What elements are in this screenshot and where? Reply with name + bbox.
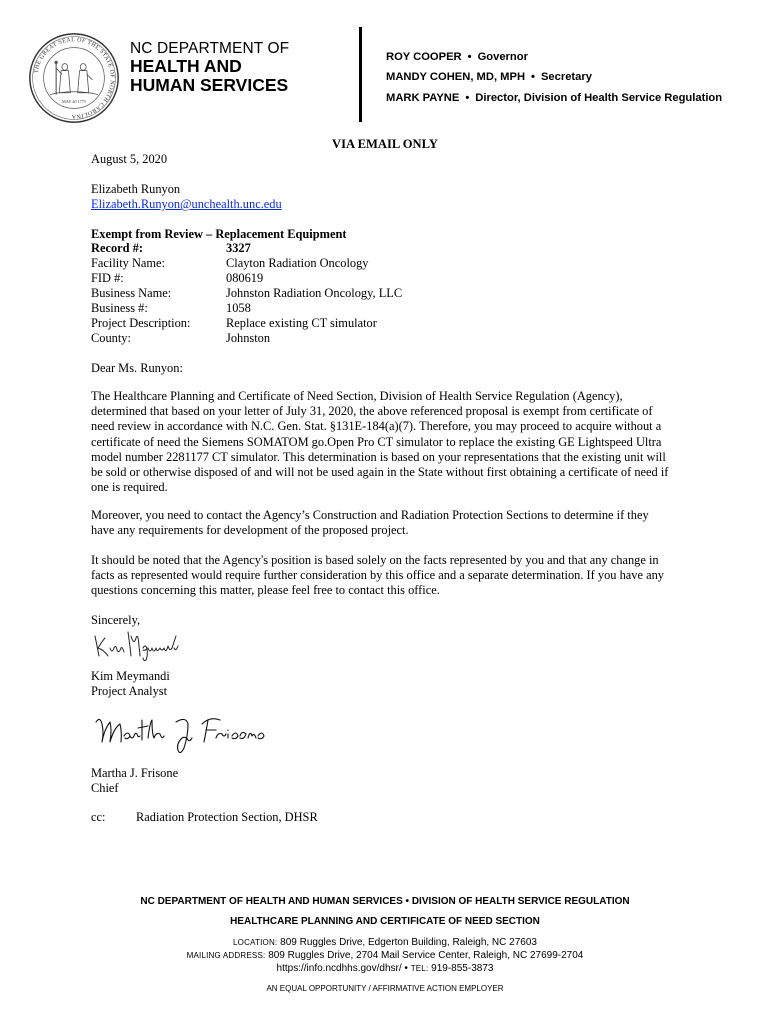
tel-value: 919-855-3873 bbox=[431, 963, 494, 974]
detail-value: 080619 bbox=[226, 271, 264, 285]
nc-state-seal-icon bbox=[28, 32, 120, 124]
delivery-method: VIA EMAIL ONLY bbox=[332, 137, 438, 151]
official-governor: ROY COOPER • Governor bbox=[386, 51, 528, 63]
closing: Sincerely, bbox=[91, 613, 141, 627]
official-director: MARK PAYNE • Director, Division of Health Service Regulation bbox=[386, 92, 723, 104]
department-name-line3: HUMAN SERVICES bbox=[130, 75, 289, 95]
location-label: LOCATION: bbox=[233, 938, 278, 947]
paragraph-line: be sold or otherwise disposed of and will not be used again in the State without first obtaining a certificate of need if bbox=[91, 465, 669, 480]
detail-label: Project Description: bbox=[91, 316, 191, 330]
paragraph-line: The Healthcare Planning and Certificate of Need Section, Division of Health Service Regulation (Agency), bbox=[91, 389, 623, 403]
website-link[interactable]: https://info.ncdhhs.gov/dhsr/ bbox=[276, 963, 402, 974]
official-title: Director, Division of Health Service Regulation bbox=[475, 92, 723, 104]
official-name: ROY COOPER bbox=[386, 51, 462, 63]
detail-value: Replace existing CT simulator bbox=[226, 316, 377, 330]
department-name-line1: NC DEPARTMENT OF bbox=[130, 40, 290, 57]
paragraph-line: need review in accordance with N.C. Gen. Stat. §131E-184(a)(7). Therefore, you may proceed to acquire without a bbox=[91, 419, 662, 434]
signer2-name: Martha J. Frisone bbox=[91, 766, 179, 780]
footer-department: NC DEPARTMENT OF HEALTH AND HUMAN SERVICES • DIVISION OF HEALTH SERVICE REGULATION bbox=[140, 896, 630, 907]
department-name-line2: HEALTH AND bbox=[130, 56, 242, 76]
official-title: Secretary bbox=[540, 71, 592, 83]
paragraph-line: have any requirements for development of the proposed project. bbox=[91, 523, 409, 538]
subject-line: Exempt from Review – Replacement Equipment bbox=[91, 227, 347, 241]
footer-location bbox=[0, 937, 770, 948]
tel-label: TEL: bbox=[410, 964, 429, 973]
mailing-label: MAILING ADDRESS: bbox=[186, 951, 266, 960]
record-label: Record #: bbox=[91, 241, 143, 255]
paragraph-line: questions concerning this matter, please feel free to contact this office. bbox=[91, 583, 440, 598]
footer-eeo: AN EQUAL OPPORTUNITY / AFFIRMATIVE ACTION EMPLOYER bbox=[266, 984, 504, 993]
recipient-name: Elizabeth Runyon bbox=[91, 182, 181, 196]
detail-label: County: bbox=[91, 331, 131, 345]
signer2-title: Chief bbox=[91, 781, 119, 795]
paragraph-line: one is required. bbox=[91, 480, 168, 495]
detail-label: Business Name: bbox=[91, 286, 172, 300]
footer-contact: https://info.ncdhhs.gov/dhsr/ • TEL: 919-855-3873 bbox=[276, 963, 494, 974]
signer1-name: Kim Meymandi bbox=[91, 669, 170, 683]
detail-label: Facility Name: bbox=[91, 256, 165, 270]
official-title: Governor bbox=[477, 51, 528, 63]
recipient-email-container bbox=[91, 197, 282, 212]
detail-label: Business #: bbox=[91, 301, 148, 315]
official-name: MARK PAYNE bbox=[386, 92, 460, 104]
detail-value: Johnston bbox=[226, 331, 271, 345]
official-secretary: MANDY COHEN, MD, MPH • Secretary bbox=[386, 71, 592, 83]
paragraph-line: facts as represented would require further consideration by this office and a separate determination. If you have any bbox=[91, 568, 664, 583]
signature-martha-frisone bbox=[90, 708, 290, 766]
cc-value: Radiation Protection Section, DHSR bbox=[136, 810, 318, 824]
salutation: Dear Ms. Runyon: bbox=[91, 361, 183, 375]
paragraph-line: Moreover, you need to contact the Agency’s Construction and Radiation Protection Sections to determine if they bbox=[91, 508, 649, 522]
header-divider bbox=[359, 27, 362, 122]
detail-value: Johnston Radiation Oncology, LLC bbox=[226, 286, 403, 300]
cc-label: cc: bbox=[91, 810, 106, 824]
recipient-email-link[interactable]: Elizabeth.Runyon@unchealth.unc.edu bbox=[91, 197, 282, 211]
letter-date: August 5, 2020 bbox=[91, 152, 168, 166]
paragraph-line: model number 2281177 CT simulator. This determination is based on your representations that the existing unit will bbox=[91, 449, 666, 464]
footer-section: HEALTHCARE PLANNING AND CERTIFICATE OF NEED SECTION bbox=[230, 916, 540, 927]
body-paragraph-2 bbox=[91, 508, 681, 538]
detail-value: Clayton Radiation Oncology bbox=[226, 256, 369, 270]
body-paragraph-3 bbox=[91, 553, 681, 599]
signer1-title: Project Analyst bbox=[91, 684, 168, 698]
signature-kim-meymandi bbox=[90, 626, 200, 662]
official-name: MANDY COHEN, MD, MPH bbox=[386, 71, 526, 83]
record-value: 3327 bbox=[226, 241, 251, 255]
mailing-value: 809 Ruggles Drive, 2704 Mail Service Center, Raleigh, NC 27699-2704 bbox=[268, 950, 584, 961]
body-paragraph-1 bbox=[91, 389, 681, 495]
svg-text:THE GREAT SEAL OF THE STATE OF bbox=[34, 37, 115, 119]
paragraph-line: determined that based on your letter of July 31, 2020, the above referenced proposal is exempt from certificate of bbox=[91, 404, 653, 419]
seal-ring-text: THE GREAT SEAL OF THE STATE OF NORTH CAROLINA bbox=[33, 37, 115, 119]
seal-date: MAY 20 1775 bbox=[61, 98, 87, 104]
paragraph-line: It should be noted that the Agency's position is based solely on the facts represented by you and that any change in bbox=[91, 553, 659, 567]
paragraph-line: certificate of need the Siemens SOMATOM go.Open Pro CT simulator to replace the existing GE Lightspeed Ultra bbox=[91, 434, 662, 449]
detail-label: FID #: bbox=[91, 271, 124, 285]
detail-value: 1058 bbox=[226, 301, 251, 315]
footer-mailing bbox=[0, 950, 770, 961]
location-value: 809 Ruggles Drive, Edgerton Building, Raleigh, NC 27603 bbox=[280, 937, 537, 948]
